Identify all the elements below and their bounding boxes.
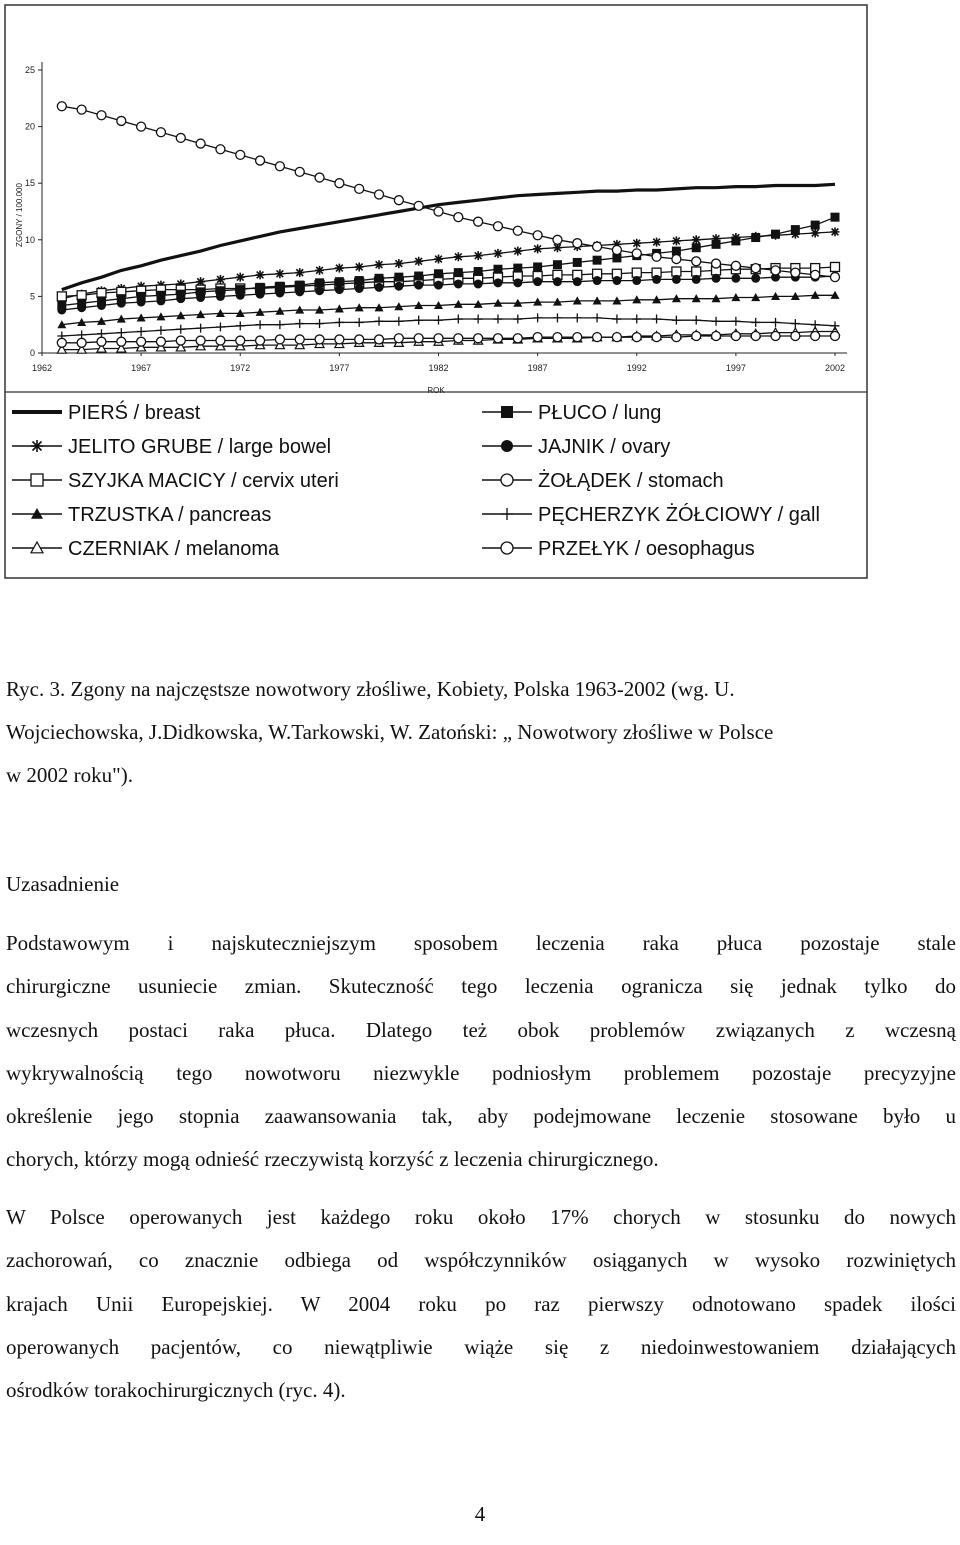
filled-circle-marker [375, 283, 384, 292]
open-circle-marker [176, 336, 185, 345]
filled-circle-marker [493, 278, 502, 287]
x-tick-label: 1982 [428, 363, 449, 373]
open-circle-marker [77, 338, 86, 347]
asterisk-marker [256, 270, 265, 279]
filled-square-marker [335, 277, 344, 286]
open-circle-marker [216, 145, 225, 154]
x-tick-label: 1977 [329, 363, 350, 373]
open-square-marker [31, 474, 43, 486]
open-circle-marker [117, 337, 126, 346]
y-axis-label: ZGONY / 100.000 [15, 183, 24, 247]
open-circle-marker [295, 167, 304, 176]
open-circle-marker [771, 266, 780, 275]
open-circle-marker [176, 133, 185, 142]
filled-circle-marker [501, 440, 513, 452]
section-heading: Uzasadnienie [6, 872, 120, 896]
open-circle-marker [692, 257, 701, 266]
page-number: 4 [474, 1502, 486, 1526]
open-circle-marker [394, 334, 403, 343]
open-circle-marker [831, 332, 840, 341]
open-circle-marker [414, 201, 423, 210]
open-circle-marker [501, 542, 513, 554]
paragraph-line: zachorowań, co znacznie odbiega od współczynników osiąganych w wysoko rozwiniętych [6, 1248, 956, 1273]
open-circle-marker [831, 273, 840, 282]
legend-label: PIERŚ / breast [68, 402, 201, 424]
asterisk-marker [831, 227, 840, 236]
figure-caption [6, 668, 956, 797]
figure-chart [0, 0, 960, 600]
open-circle-marker [434, 334, 443, 343]
open-square-marker [97, 289, 106, 298]
filled-square-marker [751, 233, 760, 242]
open-circle-marker [573, 333, 582, 342]
paragraph-line: operowanych pacjentów, co niewątpliwie wiąże się z niedoinwestowaniem działających [6, 1334, 956, 1359]
filled-square-marker [692, 243, 701, 252]
y-tick-label: 5 [29, 291, 35, 302]
open-circle-marker [513, 334, 522, 343]
open-circle-marker [692, 332, 701, 341]
open-circle-marker [236, 150, 245, 159]
asterisk-marker [434, 255, 443, 264]
asterisk-marker [236, 273, 245, 282]
asterisk-marker [315, 266, 324, 275]
open-circle-marker [791, 268, 800, 277]
y-tick-label: 15 [24, 178, 35, 189]
paragraph-line: chirurgiczne usuniecie zmian. Skuteczność tego leczenia ogranicza się jednak tylko do [6, 974, 956, 999]
filled-circle-marker [137, 298, 146, 307]
open-circle-marker [375, 190, 384, 199]
open-circle-marker [712, 332, 721, 341]
filled-circle-marker [632, 276, 641, 285]
asterisk-marker [692, 235, 701, 244]
paragraph-line: wczesnych postaci raka płuca. Dlatego też obok problemów związanych z wczesną [6, 1017, 956, 1042]
filled-circle-marker [712, 274, 721, 283]
y-tick-label: 0 [29, 348, 35, 358]
filled-circle-marker [533, 277, 542, 286]
filled-circle-marker [474, 279, 483, 288]
paragraph-line: W Polsce operowanych jest każdego roku około 17% chorych w stosunku do nowych [6, 1205, 956, 1229]
open-circle-marker [533, 333, 542, 342]
legend-label: CZERNIAK / melanoma [68, 538, 280, 560]
open-circle-marker [196, 336, 205, 345]
open-circle-marker [97, 111, 106, 120]
legend-label: JELITO GRUBE / large bowel [68, 436, 332, 458]
filled-circle-marker [593, 276, 602, 285]
open-circle-marker [751, 332, 760, 341]
asterisk-marker [672, 236, 681, 245]
filled-square-marker [533, 262, 542, 271]
filled-circle-marker [692, 275, 701, 284]
open-circle-marker [256, 336, 265, 345]
open-circle-marker [355, 184, 364, 193]
filled-circle-marker [57, 305, 66, 314]
filled-circle-marker [731, 274, 740, 283]
filled-circle-marker [196, 293, 205, 302]
filled-square-marker [731, 236, 740, 245]
filled-square-marker [513, 264, 522, 273]
open-circle-marker [335, 335, 344, 344]
open-circle-marker [375, 335, 384, 344]
asterisk-marker [335, 264, 344, 273]
open-circle-marker [335, 179, 344, 188]
open-circle-marker [77, 105, 86, 114]
filled-circle-marker [414, 281, 423, 290]
paragraph-line: wykrywalnością tego nowotworu niezwykle podniosłym problemem pozostaje precyzyjne [6, 1060, 956, 1085]
legend-label: PĘCHERZYK ŻÓŁCIOWY / gall [538, 504, 820, 526]
open-circle-marker [216, 336, 225, 345]
filled-circle-marker [315, 286, 324, 295]
asterisk-marker [632, 239, 641, 248]
paragraph-line: krajach Unii Europejskiej. W 2004 roku po raz pierwszy odnotowano spadek ilości [6, 1291, 956, 1316]
open-circle-marker [256, 156, 265, 165]
open-circle-marker [501, 474, 513, 486]
x-tick-label: 2002 [824, 363, 846, 373]
open-square-marker [831, 262, 840, 271]
filled-square-marker [553, 260, 562, 269]
filled-circle-marker [355, 284, 364, 293]
open-circle-marker [394, 196, 403, 205]
filled-circle-marker [553, 277, 562, 286]
open-circle-marker [652, 333, 661, 342]
filled-circle-marker [216, 292, 225, 301]
open-circle-marker [454, 213, 463, 222]
open-circle-marker [513, 226, 522, 235]
caption-line: w 2002 roku"). [6, 763, 133, 787]
open-circle-marker [57, 102, 66, 111]
x-tick-label: 1987 [527, 363, 548, 373]
asterisk-marker [414, 257, 423, 266]
filled-circle-marker [612, 276, 621, 285]
open-circle-marker [474, 334, 483, 343]
filled-square-marker [573, 258, 582, 267]
asterisk-marker [375, 260, 384, 269]
paragraph-line: Podstawowym i najskuteczniejszym sposobem leczenia raka płuca pozostaje stale [6, 931, 956, 955]
x-tick-label: 1992 [626, 363, 647, 373]
open-circle-marker [712, 259, 721, 268]
filled-square-marker [593, 256, 602, 265]
open-circle-marker [672, 255, 681, 264]
asterisk-marker [216, 275, 225, 284]
open-circle-marker [672, 333, 681, 342]
asterisk-marker [513, 247, 522, 256]
filled-circle-marker [335, 285, 344, 294]
paragraph-2 [6, 1196, 956, 1412]
filled-square-marker [315, 278, 324, 287]
open-square-marker [77, 291, 86, 300]
filled-square-marker [434, 269, 443, 278]
filled-square-marker [454, 268, 463, 277]
open-circle-marker [137, 122, 146, 131]
legend-label: ŻOŁĄDEK / stomach [538, 470, 724, 492]
open-circle-marker [751, 264, 760, 273]
open-circle-marker [315, 173, 324, 182]
paragraph-line: ośrodków torakochirurgicznych (ryc. 4). [6, 1378, 346, 1403]
open-circle-marker [632, 249, 641, 258]
open-circle-marker [454, 334, 463, 343]
open-circle-marker [811, 332, 820, 341]
open-circle-marker [612, 245, 621, 254]
paragraph-1 [6, 922, 956, 1182]
open-circle-marker [652, 252, 661, 261]
open-circle-marker [791, 332, 800, 341]
open-square-marker [632, 268, 641, 277]
filled-square-marker [791, 225, 800, 234]
open-circle-marker [811, 270, 820, 279]
open-circle-marker [414, 334, 423, 343]
x-tick-label: 1967 [131, 363, 152, 373]
x-tick-label: 1997 [725, 363, 746, 373]
filled-circle-marker [394, 282, 403, 291]
open-circle-marker [295, 335, 304, 344]
open-circle-marker [533, 231, 542, 240]
filled-square-marker [493, 265, 502, 274]
legend-label: SZYJKA MACICY / cervix uteri [68, 470, 339, 492]
caption-line: Ryc. 3. Zgony na najczęstsze nowotwory złośliwe, Kobiety, Polska 1963-2002 (wg. U. [6, 677, 735, 701]
y-tick-label: 25 [24, 65, 35, 75]
open-circle-marker [593, 242, 602, 251]
open-square-marker [672, 267, 681, 276]
open-circle-marker [315, 335, 324, 344]
open-circle-marker [553, 333, 562, 342]
open-circle-marker [275, 335, 284, 344]
open-circle-marker [593, 333, 602, 342]
filled-square-marker [501, 406, 513, 418]
open-circle-marker [196, 139, 205, 148]
open-circle-marker [493, 222, 502, 231]
open-circle-marker [771, 332, 780, 341]
filled-circle-marker [275, 289, 284, 298]
legend-label: JAJNIK / ovary [538, 436, 671, 458]
filled-circle-marker [77, 303, 86, 312]
asterisk-marker [474, 251, 483, 260]
open-circle-marker [474, 217, 483, 226]
open-circle-marker [731, 332, 740, 341]
filled-circle-marker [672, 275, 681, 284]
filled-circle-marker [513, 278, 522, 287]
open-circle-marker [117, 116, 126, 125]
open-circle-marker [156, 128, 165, 137]
filled-circle-marker [454, 279, 463, 288]
y-tick-label: 20 [24, 121, 35, 132]
y-tick-label: 10 [24, 234, 35, 245]
filled-circle-marker [156, 296, 165, 305]
caption-line: Wojciechowska, J.Didkowska, W.Tarkowski, W. Zatoński: „ Nowotwory złośliwe w Polsce [6, 720, 774, 744]
asterisk-marker [454, 252, 463, 261]
open-circle-marker [97, 337, 106, 346]
open-circle-marker [236, 336, 245, 345]
filled-square-marker [712, 240, 721, 249]
filled-square-marker [474, 267, 483, 276]
open-square-marker [57, 292, 66, 301]
open-square-marker [692, 267, 701, 276]
asterisk-marker [275, 269, 284, 278]
open-circle-marker [434, 207, 443, 216]
filled-square-marker [831, 213, 840, 222]
asterisk-marker [533, 244, 542, 253]
filled-circle-marker [573, 277, 582, 286]
open-circle-marker [57, 338, 66, 347]
filled-circle-marker [295, 287, 304, 296]
filled-square-marker [375, 274, 384, 283]
asterisk-marker [295, 268, 304, 277]
asterisk-marker [652, 238, 661, 247]
x-axis-label: ROK [427, 386, 445, 395]
filled-circle-marker [434, 281, 443, 290]
open-circle-marker [156, 337, 165, 346]
open-circle-marker [355, 335, 364, 344]
asterisk-marker [394, 259, 403, 268]
filled-square-marker [811, 221, 820, 230]
open-circle-marker [612, 333, 621, 342]
asterisk-marker [811, 229, 820, 238]
open-circle-marker [493, 334, 502, 343]
filled-circle-marker [652, 275, 661, 284]
x-tick-label: 1972 [230, 363, 251, 373]
open-circle-marker [573, 239, 582, 248]
legend-label: TRZUSTKA / pancreas [68, 504, 272, 526]
legend-label: PRZEŁYK / oesophagus [538, 538, 755, 560]
filled-circle-marker [751, 274, 760, 283]
asterisk-marker [31, 440, 43, 452]
filled-square-marker [414, 272, 423, 281]
filled-circle-marker [176, 294, 185, 303]
open-circle-marker [137, 337, 146, 346]
filled-circle-marker [117, 299, 126, 308]
filled-circle-marker [236, 291, 245, 300]
filled-square-marker [771, 230, 780, 239]
legend-label: PŁUCO / lung [538, 402, 662, 424]
asterisk-marker [493, 249, 502, 258]
open-circle-marker [553, 235, 562, 244]
asterisk-marker [355, 262, 364, 271]
open-circle-marker [275, 162, 284, 171]
filled-square-marker [394, 273, 403, 282]
paragraph-line: chorych, którzy mogą odnieść rzeczywistą korzyść z leczenia chirurgicznego. [6, 1147, 659, 1172]
open-circle-marker [731, 261, 740, 270]
paragraph-line: określenie jego stopnia zaawansowania tak, aby podejmowane leczenie stosowane było u [6, 1104, 956, 1129]
filled-circle-marker [97, 301, 106, 310]
open-circle-marker [632, 333, 641, 342]
filled-circle-marker [256, 290, 265, 299]
filled-square-marker [355, 276, 364, 285]
x-tick-label: 1962 [31, 363, 53, 373]
